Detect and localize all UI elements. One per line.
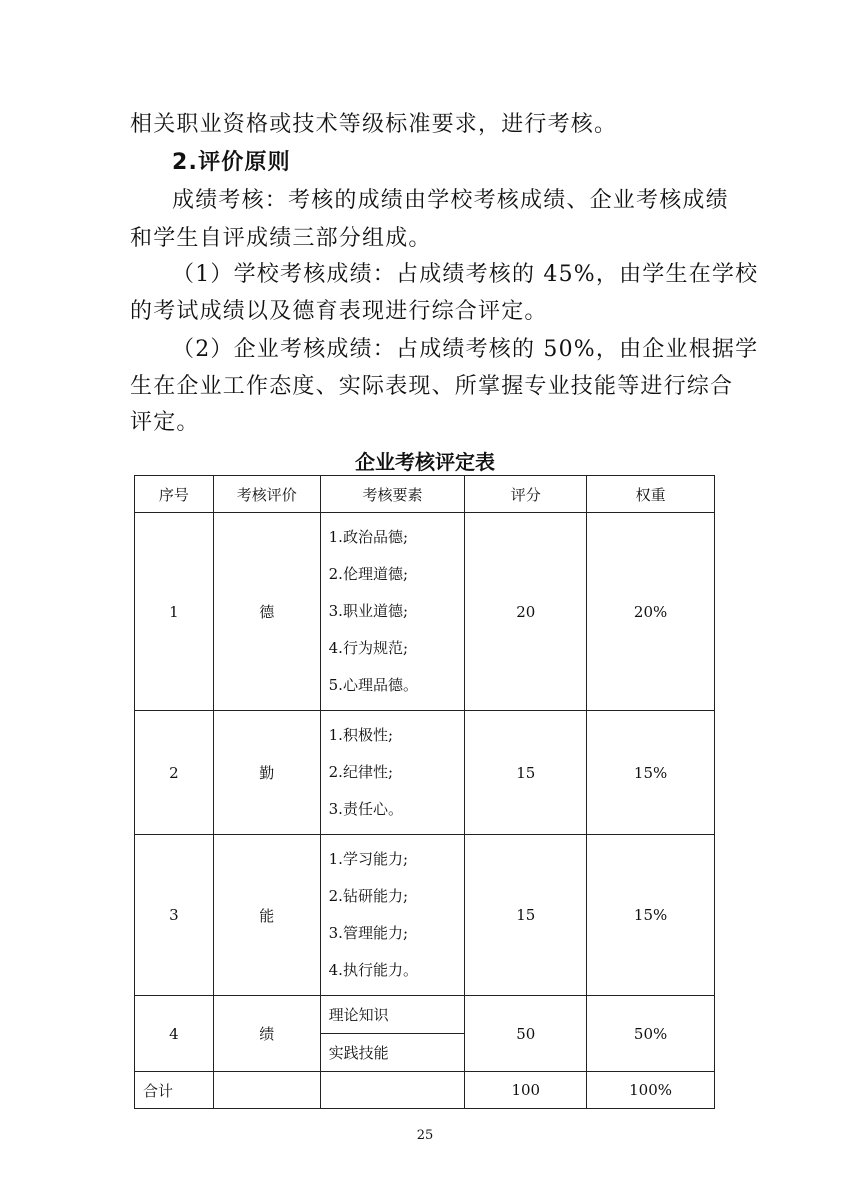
factor-item: 3.责任心。 xyxy=(328,800,403,818)
body-line-1: 相关职业资格或技术等级标准要求，进行考核。 xyxy=(130,112,618,137)
row-eval: 勤 xyxy=(213,711,320,835)
row-factors xyxy=(320,513,465,711)
page-number: 25 xyxy=(416,1128,434,1143)
row-no: 1 xyxy=(135,513,214,711)
factor-item: 4.行为规范; xyxy=(328,639,409,657)
row-weight: 15% xyxy=(587,835,715,996)
header-no: 序号 xyxy=(135,476,214,513)
body-line-3: 和学生自评成绩三部分组成。 xyxy=(130,226,432,251)
row-weight: 50% xyxy=(587,996,715,1072)
body-line-4: （1）学校考核成绩：占成绩考核的 45%，由学生在学校 xyxy=(172,262,759,287)
factor-item: 理论知识 xyxy=(320,996,465,1034)
factor-item: 实践技能 xyxy=(320,1034,465,1072)
body-line-2: 成绩考核：考核的成绩由学校考核成绩、企业考核成绩 xyxy=(172,188,729,213)
header-score: 评分 xyxy=(465,476,587,513)
evaluation-table xyxy=(134,475,715,1109)
row-factors xyxy=(320,711,465,835)
header-factors: 考核要素 xyxy=(320,476,465,513)
table-row xyxy=(135,711,715,835)
row-score: 20 xyxy=(465,513,587,711)
total-empty-cell xyxy=(213,1072,320,1109)
section-heading: 2.评价原则 xyxy=(172,150,291,175)
factor-item: 3.职业道德; xyxy=(328,602,409,620)
table-header-row xyxy=(135,476,715,513)
factor-item: 1.政治品德; xyxy=(328,528,409,546)
table-total-row xyxy=(135,1072,715,1109)
row-eval: 能 xyxy=(213,835,320,996)
table-row xyxy=(135,835,715,996)
table-row xyxy=(135,513,715,711)
row-eval: 绩 xyxy=(213,996,320,1072)
body-line-6: （2）企业考核成绩：占成绩考核的 50%，由企业根据学 xyxy=(172,337,759,362)
body-line-7: 生在企业工作态度、实际表现、所掌握专业技能等进行综合 xyxy=(130,374,734,399)
factor-item: 4.执行能力。 xyxy=(328,961,418,979)
table-row xyxy=(135,996,715,1034)
row-score: 15 xyxy=(465,835,587,996)
row-factors xyxy=(320,835,465,996)
header-eval: 考核评价 xyxy=(213,476,320,513)
total-label: 合计 xyxy=(135,1072,214,1109)
row-weight: 20% xyxy=(587,513,715,711)
factor-item: 5.心理品德。 xyxy=(328,676,418,694)
row-score: 15 xyxy=(465,711,587,835)
factor-item: 2.纪律性; xyxy=(328,763,394,781)
row-score: 50 xyxy=(465,996,587,1072)
total-empty-cell xyxy=(320,1072,465,1109)
row-weight: 15% xyxy=(587,711,715,835)
total-score: 100 xyxy=(465,1072,587,1109)
total-weight: 100% xyxy=(587,1072,715,1109)
factor-item: 3.管理能力; xyxy=(328,924,409,942)
row-eval: 德 xyxy=(213,513,320,711)
body-line-5: 的考试成绩以及德育表现进行综合评定。 xyxy=(130,299,548,324)
body-line-8: 评定。 xyxy=(130,410,200,435)
factor-item: 2.钻研能力; xyxy=(328,887,409,905)
factor-item: 1.学习能力; xyxy=(328,850,409,868)
header-weight: 权重 xyxy=(587,476,715,513)
row-no: 4 xyxy=(135,996,214,1072)
row-no: 2 xyxy=(135,711,214,835)
factor-item: 1.积极性; xyxy=(328,726,394,744)
factor-item: 2.伦理道德; xyxy=(328,565,409,583)
row-no: 3 xyxy=(135,835,214,996)
table-title: 企业考核评定表 xyxy=(355,450,495,474)
